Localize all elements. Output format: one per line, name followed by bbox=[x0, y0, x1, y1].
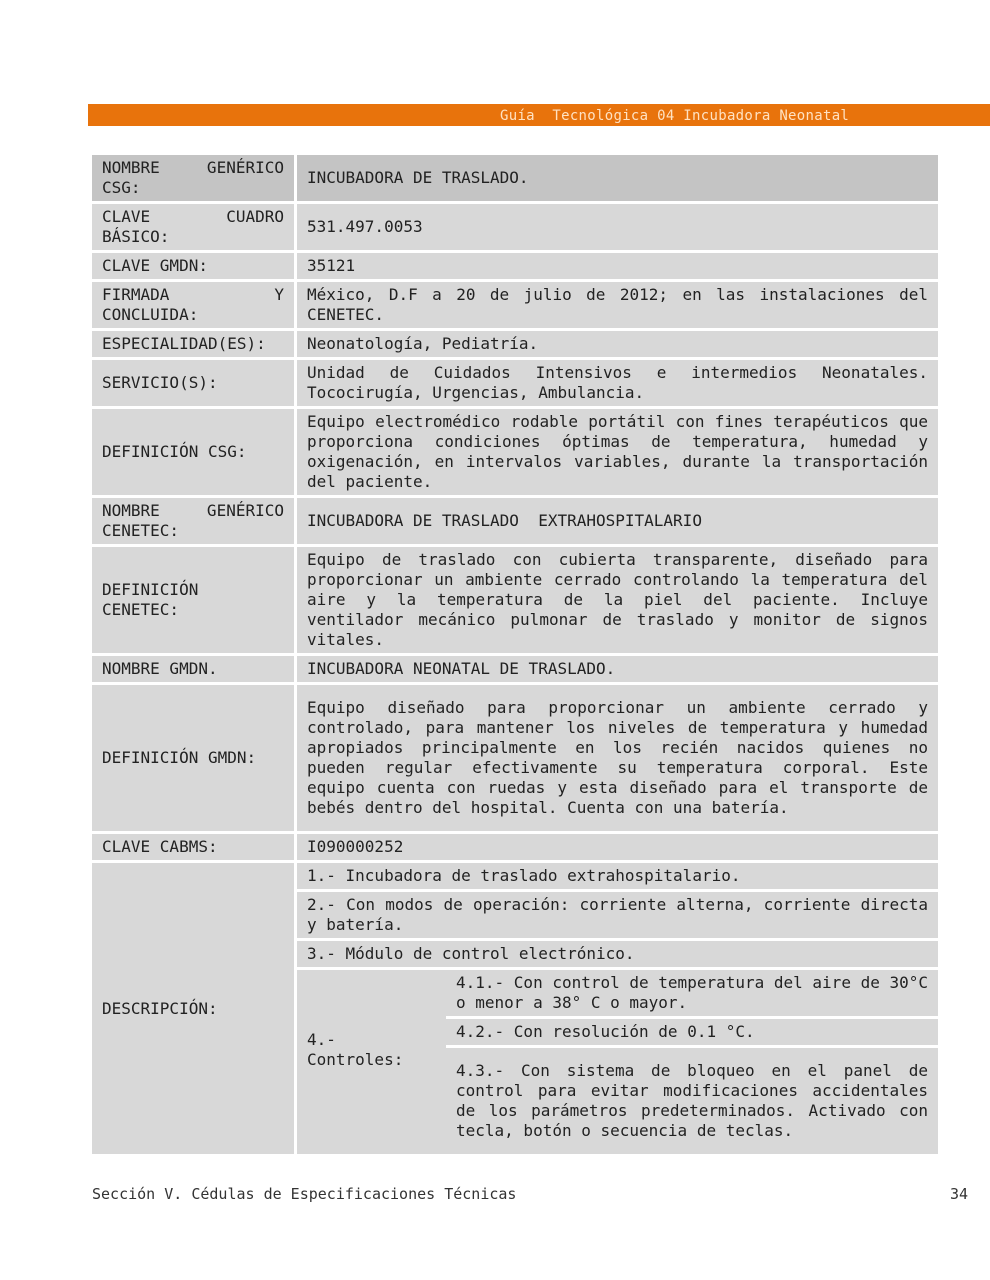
label-nombre-generico-csg: NOMBRE GENÉRICO CSG: bbox=[92, 155, 297, 201]
value-nombre-gmdn: INCUBADORA NEONATAL DE TRASLADO. bbox=[297, 656, 938, 682]
label-clave-cabms: CLAVE CABMS: bbox=[92, 834, 297, 860]
label-definicion-csg: DEFINICIÓN CSG: bbox=[92, 409, 297, 495]
value-definicion-csg: Equipo electromédico rodable portátil con fines terapéuticos que proporciona condiciones óptimas de temperatura, humedad y oxigenación, en intervalos variables, durante la transportación del paciente. bbox=[297, 409, 938, 495]
value-definicion-gmdn: Equipo diseñado para proporcionar un ambiente cerrado y controlado, para mantener los niveles de temperatura y humedad apropiados principalmente en los recién nacidos quienes no pueden regular efectivamente su temperatura corporal. Este equipo cuenta con ruedas y esta diseñado para el transporte de bebés dentro del hospital. Cuenta con una batería. bbox=[297, 685, 938, 831]
specification-table bbox=[92, 152, 938, 1157]
descripcion-item-4-3: 4.3.- Con sistema de bloqueo en el panel de control para evitar modificaciones accidentales de los parámetros predeterminados. Activado con tecla, botón o secuencia de teclas. bbox=[446, 1048, 938, 1154]
list-item bbox=[297, 941, 938, 967]
value-servicios: Unidad de Cuidados Intensivos e intermedios Neonatales. Tococirugía, Urgencias, Ambulancia. bbox=[297, 360, 938, 406]
value-clave-gmdn: 35121 bbox=[297, 253, 938, 279]
table-row bbox=[92, 834, 938, 860]
descripcion-subtable bbox=[297, 860, 938, 1157]
value-clave-cabms: I090000252 bbox=[297, 834, 938, 860]
label-definicion-cenetec: DEFINICIÓN CENETEC: bbox=[92, 547, 297, 653]
table-row bbox=[92, 656, 938, 682]
label-definicion-gmdn: DEFINICIÓN GMDN: bbox=[92, 685, 297, 831]
list-item bbox=[297, 863, 938, 889]
footer-section-title: Sección V. Cédulas de Especificaciones Técnicas bbox=[92, 1185, 517, 1203]
descripcion-item-4-2: 4.2.- Con resolución de 0.1 °C. bbox=[446, 1019, 938, 1045]
table-row bbox=[92, 685, 938, 831]
table-row bbox=[92, 863, 938, 1154]
label-nombre-generico-cenetec: NOMBRE GENÉRICO CENETEC: bbox=[92, 498, 297, 544]
page-number: 34 bbox=[950, 1185, 969, 1203]
descripcion-items bbox=[297, 863, 938, 1154]
value-nombre-generico-cenetec: INCUBADORA DE TRASLADO EXTRAHOSPITALARIO bbox=[297, 498, 938, 544]
label-especialidades: ESPECIALIDAD(ES): bbox=[92, 331, 297, 357]
value-definicion-cenetec: Equipo de traslado con cubierta transparente, diseñado para proporcionar un ambiente cerrado controlando la temperatura del aire y la temperatura de la piel del paciente. Incluye ventilador mecánico pulmonar de traslado y monitor de signos vitales. bbox=[297, 547, 938, 653]
value-clave-cuadro-basico: 531.497.0053 bbox=[297, 204, 938, 250]
table-row bbox=[92, 282, 938, 328]
label-nombre-gmdn: NOMBRE GMDN. bbox=[92, 656, 297, 682]
value-nombre-generico-csg: INCUBADORA DE TRASLADO. bbox=[297, 155, 938, 201]
value-especialidades: Neonatología, Pediatría. bbox=[297, 331, 938, 357]
table-row bbox=[92, 253, 938, 279]
descripcion-item-1: 1.- Incubadora de traslado extrahospitalario. bbox=[297, 863, 938, 889]
table-row bbox=[92, 155, 938, 201]
table-row bbox=[92, 498, 938, 544]
table-row bbox=[92, 409, 938, 495]
label-clave-cuadro-basico: CLAVE CUADRO BÁSICO: bbox=[92, 204, 297, 250]
list-item bbox=[297, 892, 938, 938]
descripcion-item-4-label: 4.- Controles: bbox=[297, 970, 446, 1154]
label-servicios: SERVICIO(S): bbox=[92, 360, 297, 406]
label-firmada-concluida: FIRMADA Y CONCLUIDA: bbox=[92, 282, 297, 328]
table-row bbox=[92, 331, 938, 357]
value-firmada-concluida: México, D.F a 20 de julio de 2012; en las instalaciones del CENETEC. bbox=[297, 282, 938, 328]
descripcion-item-3: 3.- Módulo de control electrónico. bbox=[297, 941, 938, 967]
header-title: Guía Tecnológica 04 Incubadora Neonatal bbox=[500, 108, 850, 124]
table-row bbox=[92, 360, 938, 406]
label-descripcion: DESCRIPCIÓN: bbox=[92, 863, 297, 1154]
list-item bbox=[297, 970, 938, 1016]
descripcion-item-2: 2.- Con modos de operación: corriente alterna, corriente directa y batería. bbox=[297, 892, 938, 938]
table-row bbox=[92, 204, 938, 250]
descripcion-item-4-1: 4.1.- Con control de temperatura del aire de 30°C o menor a 38° C o mayor. bbox=[446, 970, 938, 1016]
label-clave-gmdn: CLAVE GMDN: bbox=[92, 253, 297, 279]
table-row bbox=[92, 547, 938, 653]
